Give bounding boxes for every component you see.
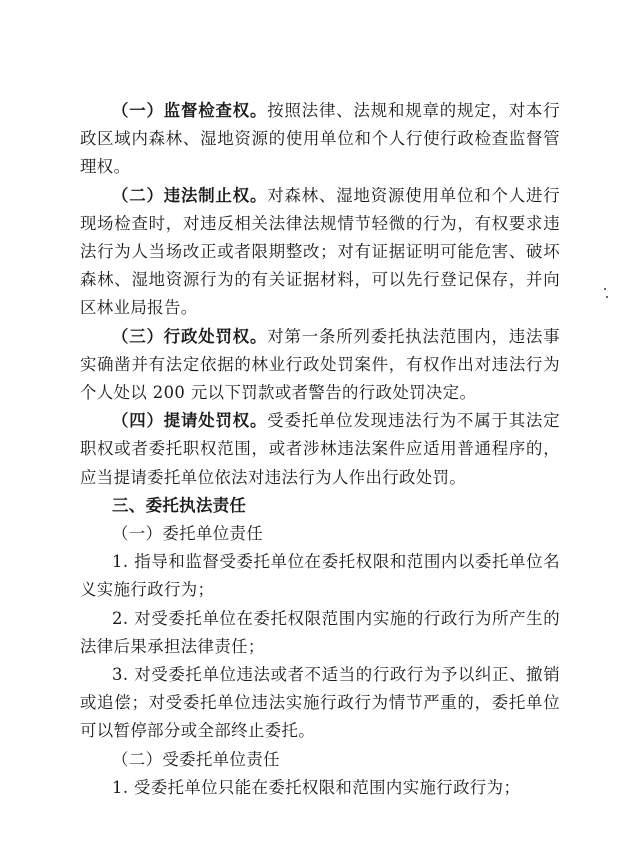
paragraph-lead: （一）监督检查权。 bbox=[112, 101, 268, 120]
document-body bbox=[80, 97, 560, 802]
paragraph-text: 按照法律、法规和规章的规定，对本行政区域内森林、湿地资源的使用单位和个人行使行政检查监督管理权。 bbox=[80, 101, 560, 177]
paragraph-stop-violation-power bbox=[80, 182, 560, 323]
paragraph-text: 对森林、湿地资源使用单位和个人进行现场检查时，对违反相关法律法规情节轻微的行为，有权要求违法行为人当场改正或者限期整改；对有证据证明可能危害、破坏森林、湿地资源行为的有关证据材料，可以先行登记保存，并向区林业局报告。 bbox=[80, 185, 560, 318]
list-item: 1. 受委托单位只能在委托权限和范围内实施行政行为； bbox=[112, 777, 521, 797]
paragraph-lead: （四）提请处罚权。 bbox=[112, 411, 268, 431]
subheading-entrusting-unit: （一）委托单位责任 bbox=[112, 524, 264, 544]
list-item: 1. 指导和监督受委托单位在委托权限和范围内以委托单位名义实施行政行为； bbox=[80, 552, 560, 600]
subheading-entrusted-unit: （二）受委托单位责任 bbox=[112, 749, 280, 769]
section-heading: 三、委托执法责任 bbox=[112, 495, 247, 515]
paragraph-lead: （二）违法制止权。 bbox=[112, 185, 268, 205]
paragraph-supervision-power bbox=[80, 97, 560, 182]
list-item: 2. 对受委托单位在委托权限范围内实施的行政行为所产生的法律后果承担法律责任； bbox=[80, 608, 560, 656]
paragraph-request-penalty-power bbox=[80, 407, 560, 492]
paragraph-text: 对第一条所列委托执法范围内，违法事实确凿并有法定依据的林业行政处罚案件，有权作出对违法行为个人处以 200 元以下罚款或者警告的行政处罚决定。 bbox=[80, 326, 560, 403]
paragraph-text: 受委托单位发现违法行为不属于其法定职权或者委托职权范围，或者涉林违法案件应适用普通程序的，应当提请委托单位依法对违法行为人作出行政处罚。 bbox=[80, 411, 560, 487]
scan-speck bbox=[604, 288, 606, 290]
paragraph-lead: （三）行政处罚权。 bbox=[112, 326, 268, 346]
scan-speck bbox=[606, 296, 608, 298]
paragraph-penalty-power bbox=[80, 323, 560, 408]
list-item: 3. 对受委托单位违法或者不适当的行政行为予以纠正、撤销或追偿；对受委托单位违法实施行政行为情节严重的，委托单位可以暂停部分或全部终止委托。 bbox=[80, 665, 560, 741]
